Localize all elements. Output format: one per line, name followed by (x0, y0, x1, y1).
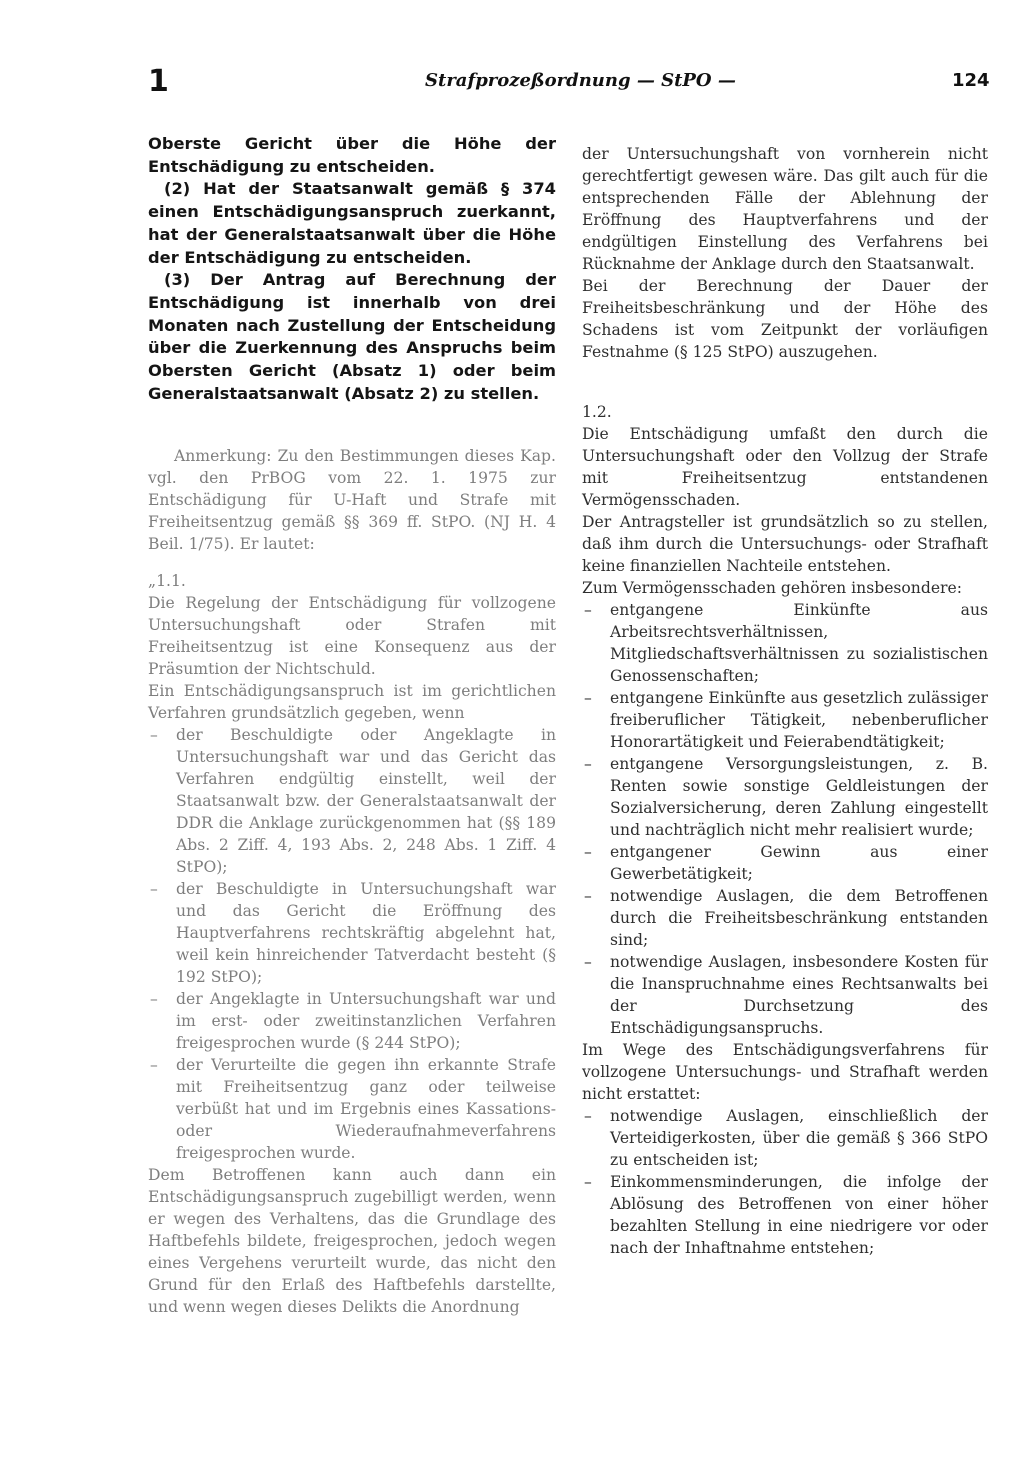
page-number: 124 (952, 70, 990, 91)
list-item: – der Verurteilte die gegen ihn erkannte Strafe mit Freiheitsentzug ganz oder teilweise verbüßt hat und im Ergebnis eines Kassations- oder Wiederaufnahmeverfahrens freigesprochen wurde. (148, 1054, 556, 1164)
section-1-2-paragraph-3: Zum Vermögensschaden gehören insbesondere: (582, 579, 962, 597)
entitlement-list (148, 724, 556, 1164)
list-item: – entgangene Versorgungsleistungen, z. B. Renten sowie sonstige Geldleistungen der Sozialversicherung, deren Zahlung eingestellt und nachträglich nicht mehr realisiert wurde; (582, 753, 988, 841)
list-item: – der Beschuldigte in Untersuchungshaft war und das Gericht die Eröffnung des Hauptverfahrens rechtskräftig abgelehnt hat, weil kein hinreichender Tatverdacht besteht (§ 192 StPO); (148, 878, 556, 988)
section-1-2-paragraph-1: Die Entschädigung umfaßt den durch die Untersuchungshaft oder den Vollzug der Strafe mit Freiheitsentzug entstandenen Vermögensschaden. (582, 425, 988, 509)
right-column (582, 143, 988, 1259)
section-1-1-paragraph-1: Die Regelung der Entschädigung für vollzogene Untersuchungshaft oder Strafen mit Freiheitsentzug ist eine Konsequenz aus der Präsumtion der Nichtschuld. (148, 594, 556, 679)
left-column (148, 133, 556, 1318)
spacer (582, 363, 988, 401)
section-1-1-paragraph-3: Dem Betroffenen kann auch dann ein Entschädigungsanspruch zugebilligt werden, wenn er wegen des Verhaltens, das die Grundlage des Haftbefehls bildete, freigesprochen, jedoch wegen eines Vergehens verurteilt wurde, das nicht den Grund für den Erlaß des Haftbefehls darstellte, und wenn wegen dieses Delikts die Anordnung (148, 1166, 556, 1317)
law-paragraph-continuation: Oberste Gericht über die Höhe der Entschädigung zu entscheiden. (148, 134, 556, 176)
running-title: Strafprozeßordnung — StPO — (425, 70, 736, 91)
list-item: – notwendige Auslagen, insbesondere Kosten für die Inanspruchnahme eines Rechtsanwalts bei der Durchsetzung des Entschädigungsanspruchs. (582, 951, 988, 1039)
page-header (0, 0, 1024, 110)
list-item: – entgangener Gewinn aus einer Gewerbetätigkeit; (582, 841, 988, 885)
spacer (148, 405, 556, 445)
list-item: – entgangene Einkünfte aus Arbeitsrechtsverhältnissen, Mitgliedschaftsverhältnissen zu sozialistischen Genossenschaften; (582, 599, 988, 687)
chapter-number: 1 (148, 64, 169, 99)
list-item: – der Beschuldigte oder Angeklagte in Untersuchungshaft war und das Gericht das Verfahren endgültig einstellt, weil der Staatsanwalt bzw. der Generalstaatsanwalt der DDR die Anklage zurückgenommen hat (§§ 189 Abs. 2 Ziff. 4, 193 Abs. 2, 248 Abs. 1 Ziff. 4 StPO); (148, 724, 556, 878)
section-1-1-paragraph-2: Ein Entschädigungsanspruch ist im gerichtlichen Verfahren grundsätzlich gegeben, wenn (148, 682, 556, 723)
list-item: – notwendige Auslagen, die dem Betroffenen durch die Freiheitsbeschränkung entstanden sind; (582, 885, 988, 951)
duration-paragraph: Bei der Berechnung der Dauer der Freiheitsbeschränkung und der Höhe des Schadens ist vom Zeitpunkt der vorläufigen Festnahme (§ 125 StPO) auszugehen. (582, 277, 988, 361)
section-heading-1-1: „1.1. (148, 572, 186, 591)
damages-list (582, 599, 988, 1039)
commentary-note (148, 445, 556, 1318)
list-item: – Einkommensminderungen, die infolge der Ablösung des Betroffenen von einer höher bezahlten Stellung in eine niedrigere vor oder nach der Inhaftnahme entstehen; (582, 1171, 988, 1259)
not-reimbursed-list (582, 1105, 988, 1259)
note-intro: Anmerkung: Zu den Bestimmungen dieses Kap. vgl. den PrBOG vom 22. 1. 1975 zur Entschädigung für U-Haft und Strafe mit Freiheitsentzug gemäß §§ 369 ff. StPO. (NJ H. 4 Beil. 1/75). Er lautet: (148, 447, 556, 554)
list-item: – der Angeklagte in Untersuchungshaft war und im erst- oder zweitinstanzlichen Verfahren freigesprochen wurde (§ 244 StPO); (148, 988, 556, 1054)
list-item: – entgangene Einkünfte aus gesetzlich zulässiger freiberuflicher Tätigkeit, nebenberuflicher Honorartätigkeit und Feierabendtätigkeit; (582, 687, 988, 753)
not-reimbursed-intro: Im Wege des Entschädigungsverfahrens für vollzogene Untersuchungs- und Strafhaft werden nicht erstattet: (582, 1041, 988, 1103)
law-paragraph-2: (2) Hat der Staatsanwalt gemäß § 374 einen Entschädigungsanspruch zuerkannt, hat der Generalstaatsanwalt über die Höhe der Entschädigung zu entscheiden. (148, 179, 556, 267)
section-1-2-paragraph-2: Der Antragsteller ist grundsätzlich so zu stellen, daß ihm durch die Untersuchungs- oder Strafhaft keine finanziellen Nachteile entstehen. (582, 513, 988, 575)
law-paragraph-3: (3) Der Antrag auf Berechnung der Entschädigung ist innerhalb von drei Monaten nach Zustellung der Entscheidung über die Zuerkennung des Anspruchs beim Obersten Gericht (Absatz 1) oder beim Generalstaatsanwalt (Absatz 2) zu stellen. (148, 270, 556, 403)
spacer (148, 555, 556, 570)
section-heading-1-2: 1.2. (582, 403, 612, 421)
continuation-paragraph: der Untersuchungshaft von vornherein nicht gerechtfertigt gewesen wäre. Das gilt auch für die entsprechenden Fälle der Ablehnung der Eröffnung des Hauptverfahrens und der endgültigen Einstellung des Verfahrens bei Rücknahme der Anklage durch den Staatsanwalt. (582, 145, 988, 273)
list-item: – notwendige Auslagen, einschließlich der Verteidigerkosten, über die gemäß § 366 StPO zu entscheiden ist; (582, 1105, 988, 1171)
